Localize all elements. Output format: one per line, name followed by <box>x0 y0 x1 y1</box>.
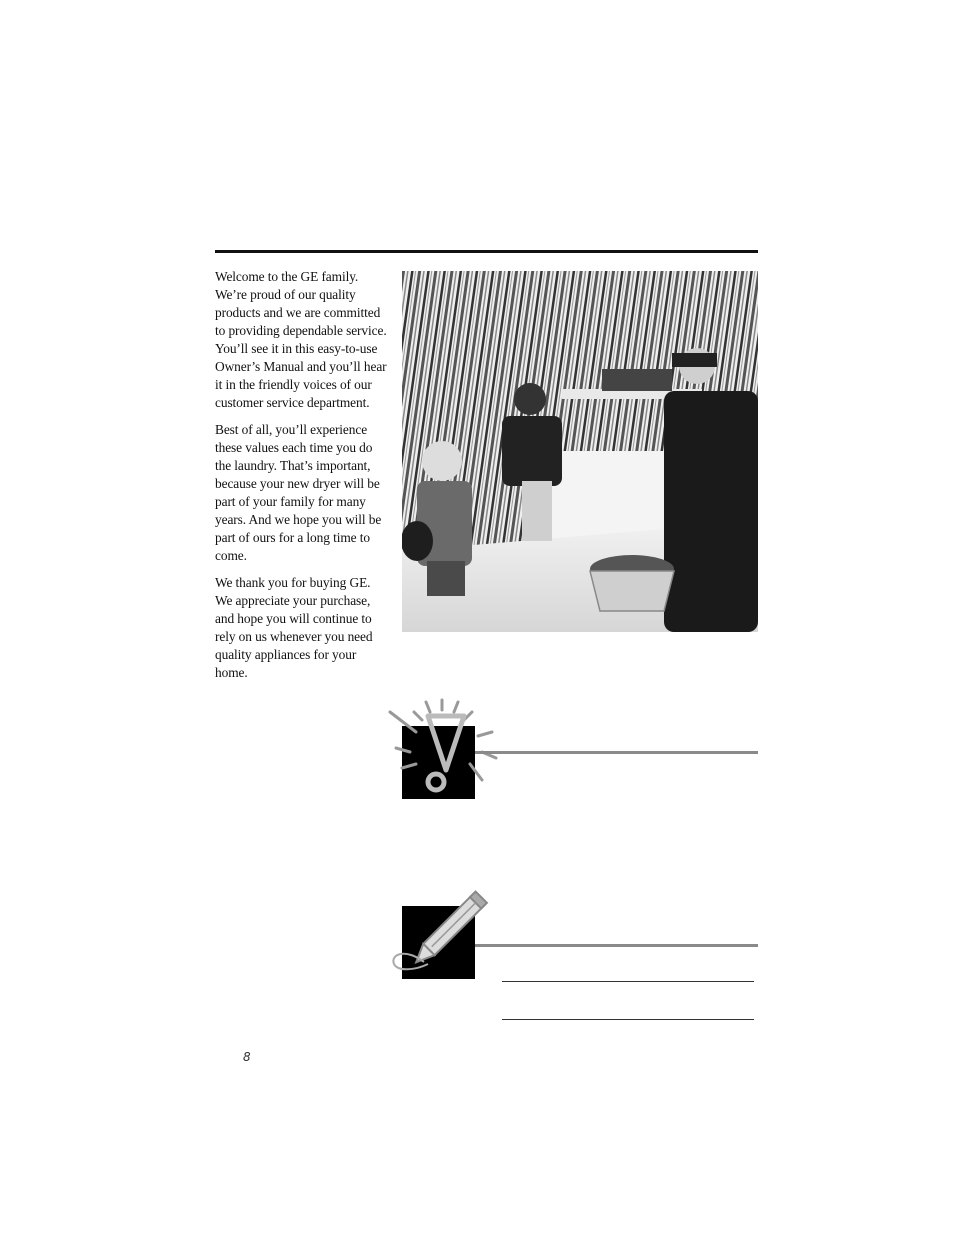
intro-paragraph-1: Welcome to the GE family. We’re proud of our quality products and we are committed to providing dependable service. You’ll see it in this easy-to-use Owner’s Manual and you’ll hear it in the friendly voices of our customer service department. <box>215 269 387 410</box>
intro-paragraph-2: Best of all, you’ll experience these values each time you do the laundry. That’s important, because your new dryer will be part of your family for many years. And we hope you will be part of ours for a long time to come. <box>215 422 382 563</box>
top-rule <box>215 250 758 253</box>
page-number: 8 <box>243 1050 251 1064</box>
family-laundry-photo <box>402 271 758 632</box>
write-in-line <box>502 981 754 982</box>
intro-text <box>215 268 387 691</box>
write-in-line <box>502 1019 754 1020</box>
note-rule <box>475 944 758 947</box>
intro-paragraph-3: We thank you for buying GE. We appreciate your purchase, and hope you will continue to rely on us whenever you need quality appliances for your home. <box>215 575 373 680</box>
pencil-signature-icon <box>388 884 498 976</box>
caution-rule <box>475 751 758 754</box>
